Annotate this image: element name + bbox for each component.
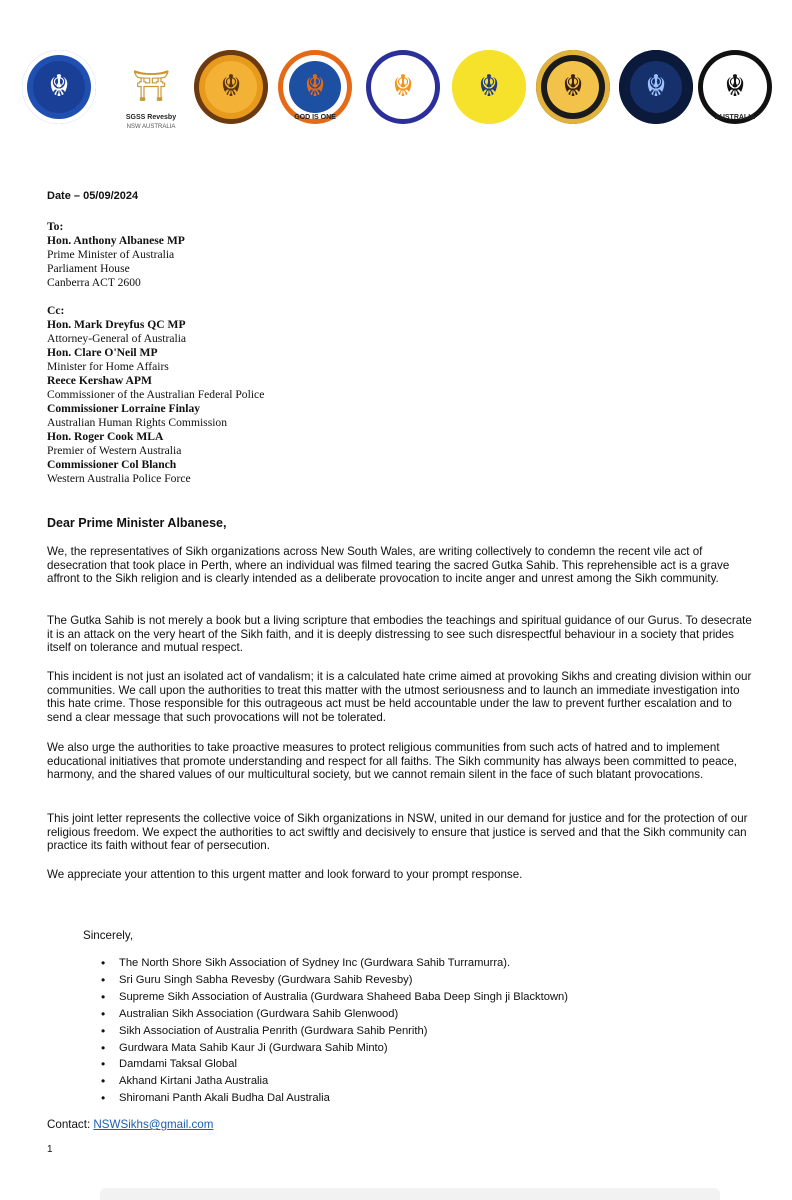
logo-emblem-icon	[33, 61, 85, 113]
to-recipient-name: Hon. Anthony Albanese MP	[47, 234, 185, 247]
akhand-kirtani-jatha-logo	[698, 50, 772, 124]
closing: Sincerely,	[83, 929, 134, 942]
cc-recipient-name: Reece Kershaw APM	[47, 374, 152, 387]
sgss-revesby-logo	[114, 50, 188, 130]
damdami-taksal-logo	[536, 50, 610, 124]
khanda-icon: ☬	[562, 69, 584, 104]
khanda-icon: ⛩	[131, 69, 171, 104]
cc-recipient-title: Premier of Western Australia	[47, 444, 182, 457]
logo-caption: SGSS Revesby	[125, 114, 177, 121]
letter-date: Date – 05/09/2024	[47, 190, 139, 202]
list-item: • Akhand Kirtani Jatha Australia	[83, 1073, 568, 1090]
cc-label: Cc:	[47, 304, 65, 317]
list-item: • Sri Guru Singh Sabha Revesby (Gurdwara Sahib Revesby)	[83, 972, 568, 989]
cc-recipient-title: Western Australia Police Force	[47, 472, 191, 485]
contact-label: Contact:	[47, 1118, 94, 1131]
logo-emblem-icon	[630, 61, 682, 113]
contact-line	[47, 1118, 213, 1131]
body-paragraph: We also urge the authorities to take proactive measures to protect religious communities from such acts of hatred and to implement educational initiatives that promote understanding and respect for all faiths. The Sikh community has always been committed to peace, harmony, and the shared values of our multicultural society, but we cannot remain silent in the face of such blatant provocations.	[47, 741, 737, 782]
cc-recipient-title: Australian Human Rights Commission	[47, 416, 228, 429]
cc-recipient-name: Commissioner Col Blanch	[47, 458, 177, 471]
cc-recipient-title: Commissioner of the Australian Federal Police	[47, 388, 265, 401]
logo-emblem-icon	[547, 61, 599, 113]
list-item: • Shiromani Panth Akali Budha Dal Australia	[83, 1090, 568, 1107]
to-block	[47, 220, 407, 290]
to-address-line: Parliament House	[47, 262, 130, 275]
logo-emblem-icon	[289, 61, 341, 113]
gurdwara-sahib-blacktown-logo	[194, 50, 268, 124]
list-item: • The North Shore Sikh Association of Sydney Inc (Gurdwara Sahib Turramurra).	[83, 955, 568, 972]
cc-recipient-name: Commissioner Lorraine Finlay	[47, 402, 201, 415]
body-paragraph: The Gutka Sahib is not merely a book but a living scripture that embodies the teachings and spiritual guidance of our Gurus. To desecrate it is an attack on the very heart of the Sikh faith, and it is deeply distressing to see such disrespectful behaviour in a society that prides itself on tolerance and mutual respect.	[47, 614, 752, 655]
khanda-icon: ☬	[724, 69, 746, 104]
logo-emblem-icon	[125, 61, 177, 113]
list-item: • Damdami Taksal Global	[83, 1056, 568, 1073]
cc-recipient-name: Hon. Roger Cook MLA	[47, 430, 164, 443]
logo-caption: GOD IS ONE	[294, 114, 336, 121]
australian-sikh-association-logo	[278, 50, 352, 124]
khanda-icon: ☬	[392, 69, 414, 104]
body-paragraph: We appreciate your attention to this urgent matter and look forward to your prompt response.	[47, 868, 523, 881]
cc-block	[47, 304, 447, 486]
cc-recipient-name: Hon. Clare O'Neil MP	[47, 346, 158, 359]
logo-emblem-icon	[205, 61, 257, 113]
body-paragraph: This joint letter represents the collective voice of Sikh organizations in NSW, united in our demand for justice and for the protection of our religious freedom. We expect the authorities to act swiftly and decisively to ensure that justice is served and that the Sikh community can practice its faith without fear of persecution.	[47, 812, 748, 853]
list-item: • Supreme Sikh Association of Australia (Gurdwara Shaheed Baba Deep Singh ji Blacktown)	[83, 989, 568, 1006]
body-paragraph: We, the representatives of Sikh organizations across New South Wales, are writing collectively to condemn the recent vile act of desecration that took place in Perth, where an individual was filmed tearing the sacred Gutka Sahib. This reprehensible act is a grave affront to the Sikh religion and is clearly intended as a deliberate provocation to incite anger and unrest among the Sikh community.	[47, 545, 730, 586]
khanda-icon: ☬	[304, 69, 326, 104]
logo-emblem-icon	[709, 61, 761, 113]
akal-budha-dal-logo	[619, 50, 693, 124]
khanda-icon: ☬	[478, 69, 500, 104]
khanda-icon: ☬	[645, 69, 667, 104]
logo-emblem-icon	[377, 61, 429, 113]
to-address-line: Canberra ACT 2600	[47, 276, 141, 289]
cc-recipient-title: Attorney-General of Australia	[47, 332, 187, 345]
page-bottom-shadow	[100, 1188, 720, 1200]
khanda-icon: ☬	[220, 69, 242, 104]
salutation: Dear Prime Minister Albanese,	[47, 516, 227, 530]
body-paragraph: This incident is not just an isolated act of vandalism; it is a calculated hate crime aimed at provoking Sikhs and creating division within our communities. We call upon the authorities to treat this matter with the utmost seriousness and to launch an immediate investigation into this hate crime. Those responsible for this outrageous act must be held accountable under the law to prevent further escalation and to send a clear message that such provocations will not be tolerated.	[47, 670, 752, 725]
logo-caption: AUSTRALIA	[714, 114, 756, 121]
page-number: 1	[47, 1144, 53, 1155]
logo-emblem-icon	[463, 61, 515, 113]
list-item: • Gurdwara Mata Sahib Kaur Ji (Gurdwara Sahib Minto)	[83, 1040, 568, 1057]
gurdwara-mata-sahib-kaur-logo	[452, 50, 526, 124]
to-address-line: Prime Minister of Australia	[47, 248, 175, 261]
sikh-association-penrith-logo	[366, 50, 440, 124]
to-label: To:	[47, 220, 64, 233]
cc-recipient-title: Minister for Home Affairs	[47, 360, 169, 373]
list-item: • Sikh Association of Australia Penrith (Gurdwara Sahib Penrith)	[83, 1023, 568, 1040]
cc-recipient-name: Hon. Mark Dreyfus QC MP	[47, 318, 186, 331]
contact-email-link[interactable]: NSWSikhs@gmail.com	[93, 1118, 214, 1131]
khanda-icon: ☬	[48, 69, 70, 104]
logo-subcaption: NSW AUSTRALIA	[126, 124, 176, 130]
list-item: • Australian Sikh Association (Gurdwara Sahib Glenwood)	[83, 1006, 568, 1023]
organization-logos-row	[18, 50, 778, 130]
signatory-list	[83, 955, 568, 1107]
north-shore-sikh-association-logo	[22, 50, 96, 124]
